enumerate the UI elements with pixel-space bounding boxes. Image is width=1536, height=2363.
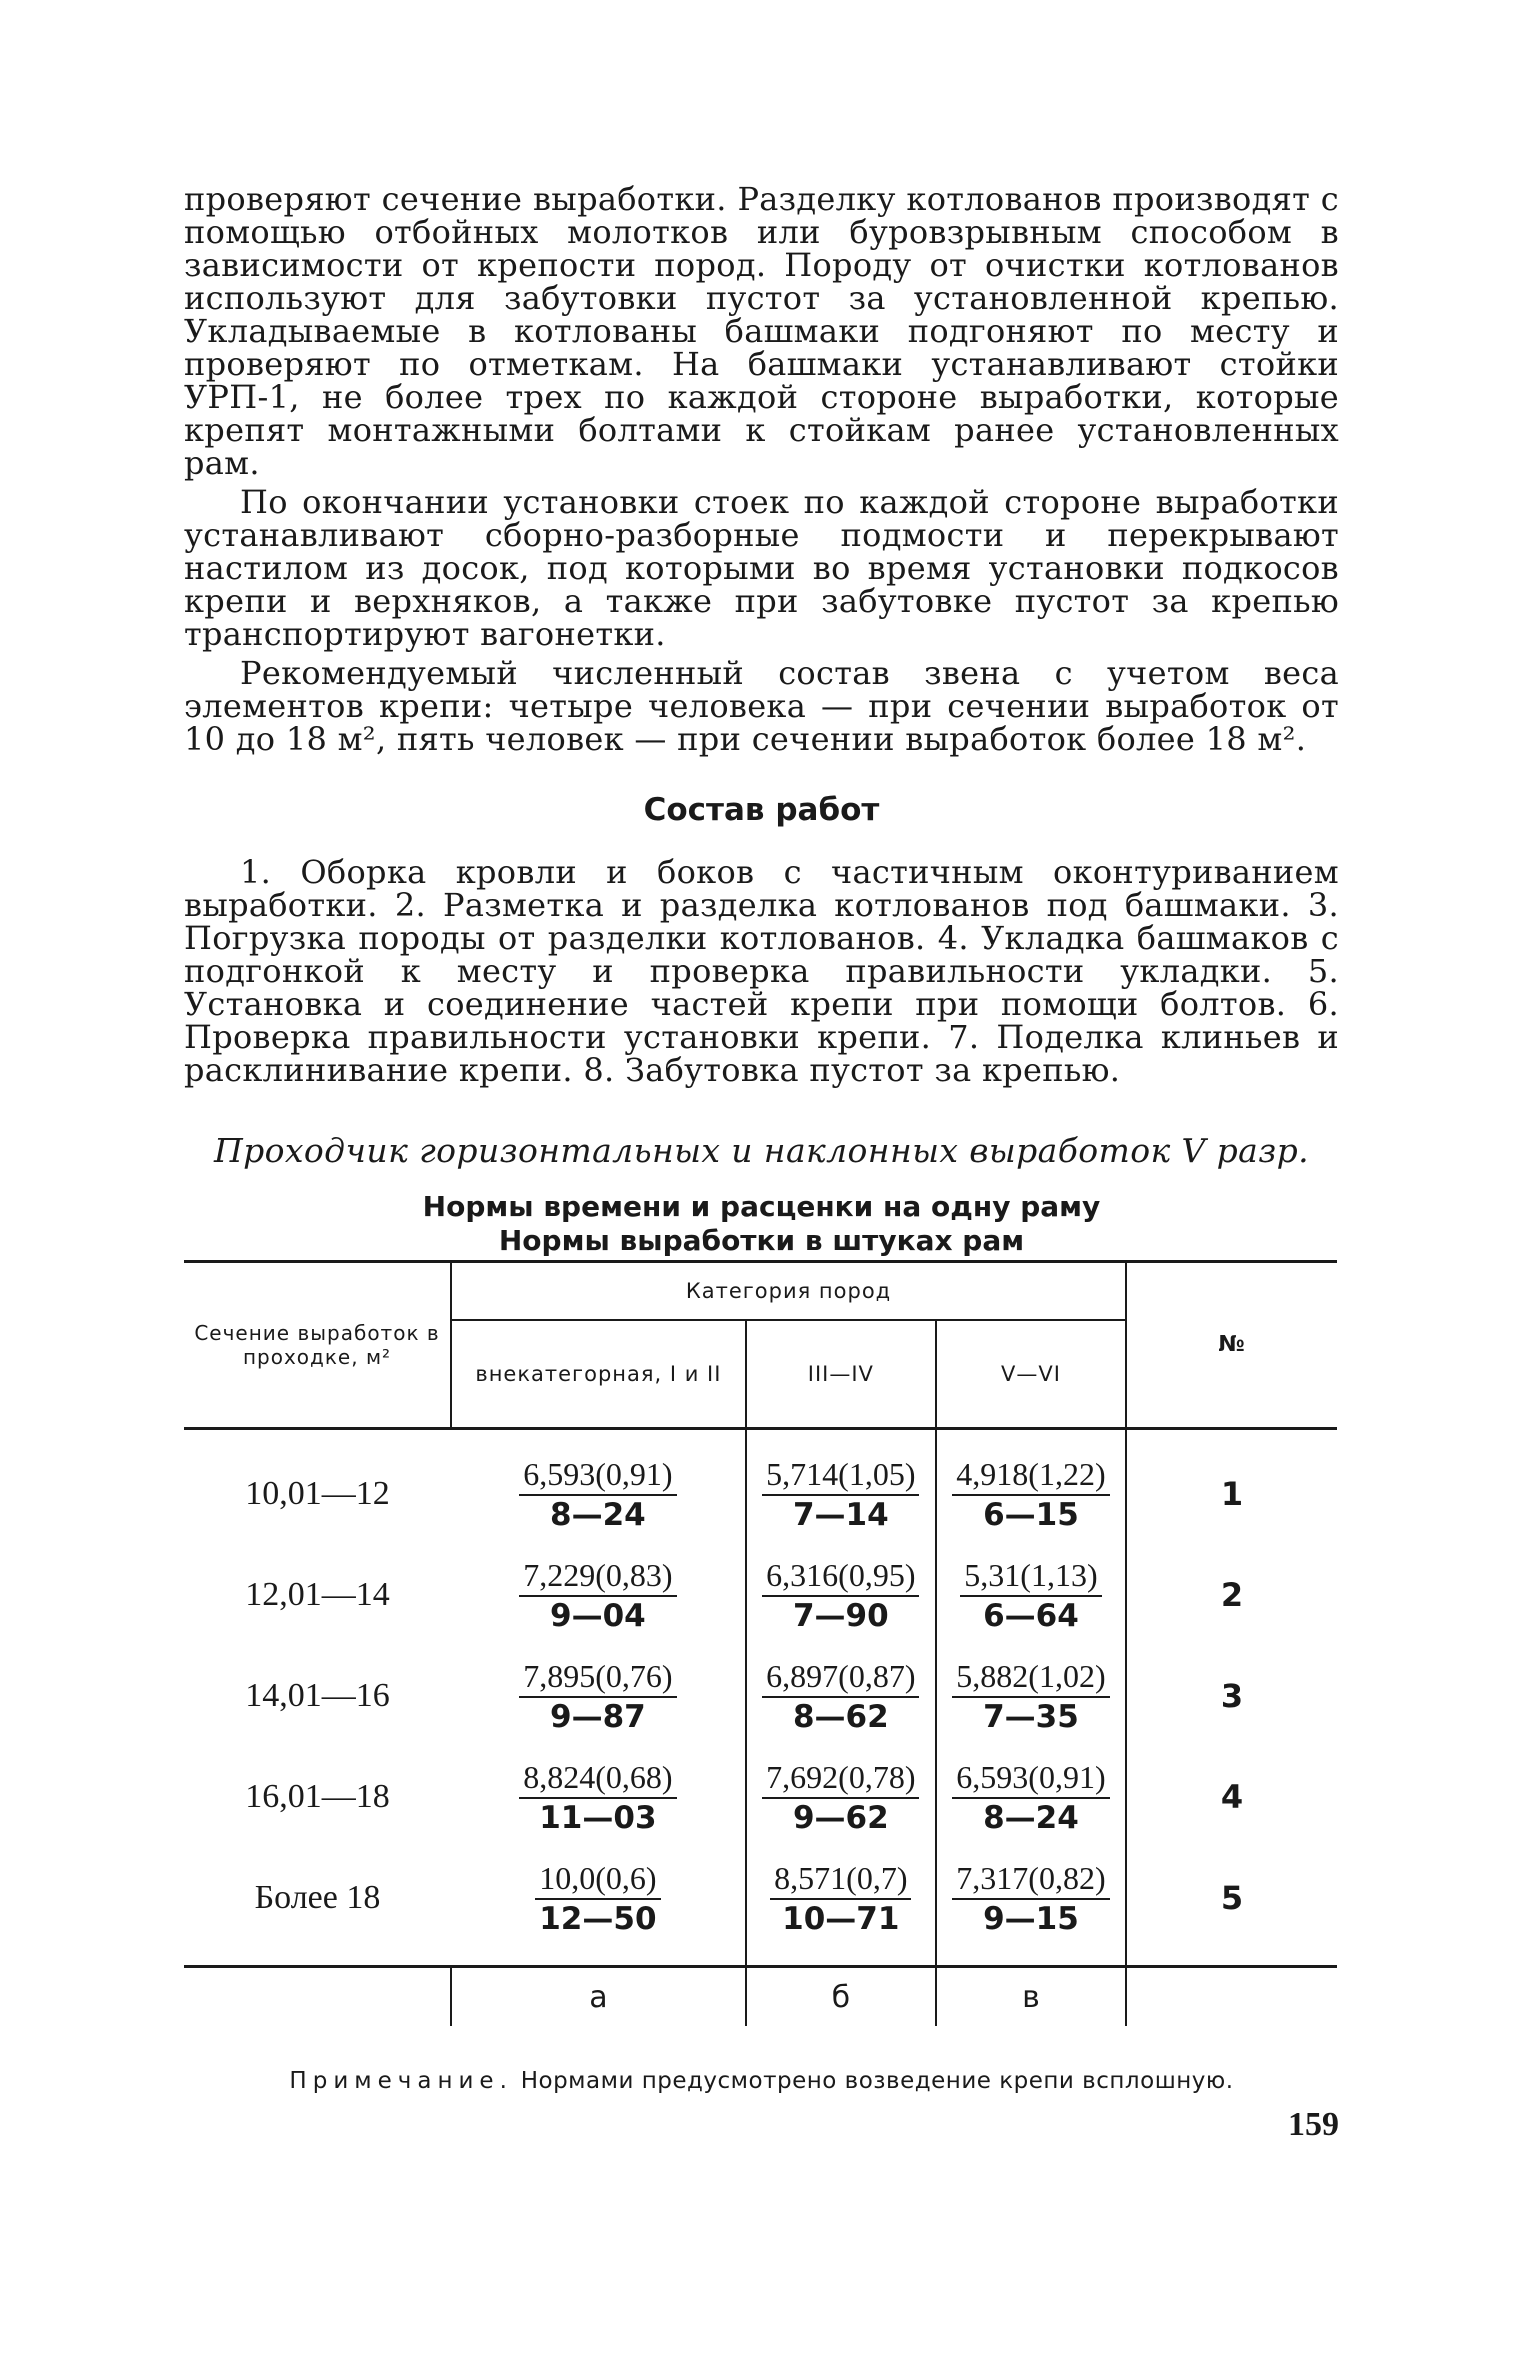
norm-value: 7,895(0,76) <box>519 1658 676 1698</box>
table-cell <box>746 1645 936 1746</box>
note <box>184 2068 1339 2094</box>
price-value: 7—35 <box>983 1698 1079 1735</box>
table-row <box>184 1847 1337 1967</box>
table-cell <box>936 1645 1126 1746</box>
row-label: 16,01—18 <box>245 1777 390 1815</box>
note-text: Нормами предусмотрено возведение крепи всплошную. <box>520 2068 1234 2094</box>
price-value: 9—62 <box>792 1799 889 1836</box>
price-value: 9—87 <box>550 1698 646 1735</box>
norm-value: 4,918(1,22) <box>952 1456 1109 1496</box>
norm-value: 5,714(1,05) <box>762 1456 919 1496</box>
column-letter: а <box>451 1967 746 2027</box>
column-letter: б <box>746 1967 936 2027</box>
table-cell <box>936 1746 1126 1847</box>
table-cell <box>451 1429 746 1545</box>
norm-value: 6,316(0,95) <box>762 1557 919 1597</box>
category-header: Категория пород <box>451 1262 1126 1321</box>
table-cell <box>746 1544 936 1645</box>
table-title-1: Нормы времени и расценки на одну раму <box>422 1190 1101 1223</box>
table-title-2: Нормы выработки в штуках рам <box>498 1224 1025 1257</box>
paragraph-3: Рекомендуемый численный состав звена с учетом веса элементов крепи: четыре человека — при сечении выработок от 10 до 18 м², пять человек — при сечении выработок более 18 м². <box>184 654 1339 758</box>
work-list: 1. Оборка кровли и боков с частичным оконтуриванием выработки. 2. Разметка и разделка котлованов под башмаки. 3. Погрузка породы от разделки котлованов. 4. Укладка башмаков с подгонкой к месту и проверка правильности укладки. 5. Установка и соединение частей крепи при помощи болтов. 6. Проверка правильности установки крепи. 7. Поделка клиньев и расклинивание крепи. 8. Забутовка пустот за крепью. <box>184 853 1339 1089</box>
column-header-2: III—IV <box>746 1320 936 1429</box>
price-value: 6—15 <box>983 1496 1079 1533</box>
table-cell <box>451 1847 746 1967</box>
price-value: 10—71 <box>782 1900 900 1937</box>
section-header: Сечение выработок в проходке, м² <box>184 1262 451 1429</box>
norm-value: 10,0(0,6) <box>535 1860 660 1900</box>
norm-value: 8,571(0,7) <box>770 1860 911 1900</box>
page-number: 159 <box>1288 2106 1339 2143</box>
table-cell <box>451 1645 746 1746</box>
row-number: 4 <box>1220 1777 1244 1816</box>
price-value: 8—62 <box>792 1698 889 1735</box>
price-value: 11—03 <box>539 1799 657 1836</box>
table-cell <box>746 1847 936 1967</box>
column-letter: в <box>936 1967 1126 2027</box>
row-number: 1 <box>1220 1474 1244 1513</box>
paragraph-1: проверяют сечение выработки. Разделку котлованов производят с помощью отбойных молотков или буровзрывным способом в зависимости от крепости пород. Породу от очистки котлованов используют для забутовки пустот за установленной крепью. Укладываемые в котлованы башмаки подгоняют по месту и проверяют по отметкам. На башмаки устанавливают стойки УРП-1, не более трех по каждой стороне выработки, которые крепят монтажными болтами к стойкам ранее установленных рам. <box>184 180 1339 482</box>
price-value: 7—14 <box>792 1496 889 1533</box>
norms-table <box>184 1260 1337 2026</box>
norm-value: 6,593(0,91) <box>952 1759 1109 1799</box>
norm-value: 7,229(0,83) <box>519 1557 676 1597</box>
norm-value: 7,692(0,78) <box>762 1759 919 1799</box>
table-cell <box>746 1429 936 1545</box>
row-number: 3 <box>1220 1676 1244 1715</box>
price-value: 9—15 <box>983 1900 1079 1937</box>
norm-value: 6,593(0,91) <box>519 1456 676 1496</box>
table-row <box>184 1429 1337 1545</box>
row-label: 14,01—16 <box>245 1676 390 1714</box>
table-row <box>184 1544 1337 1645</box>
price-value: 8—24 <box>983 1799 1079 1836</box>
table-cell <box>936 1544 1126 1645</box>
price-value: 7—90 <box>792 1597 889 1634</box>
norm-value: 5,882(1,02) <box>952 1658 1109 1698</box>
price-value: 8—24 <box>550 1496 646 1533</box>
table-cell <box>936 1429 1126 1545</box>
row-label: 12,01—14 <box>245 1575 390 1613</box>
row-number: 2 <box>1220 1575 1244 1614</box>
table-cell <box>451 1746 746 1847</box>
paragraph-2: По окончании установки стоек по каждой стороне выработки устанавливают сборно-разборные подмости и перекрывают настилом из досок, под которыми во время установки подкосов крепи и верхняков, а также при забутовке пустот за крепью транспортируют вагонетки. <box>184 483 1339 653</box>
price-value: 9—04 <box>550 1597 646 1634</box>
price-value: 12—50 <box>539 1900 657 1937</box>
table-cell <box>746 1746 936 1847</box>
price-value: 6—64 <box>983 1597 1079 1634</box>
norm-value: 7,317(0,82) <box>952 1860 1109 1900</box>
row-label: Более 18 <box>254 1878 381 1916</box>
column-header-3: V—VI <box>936 1320 1126 1429</box>
table-row <box>184 1746 1337 1847</box>
table-cell <box>936 1847 1126 1967</box>
norm-value: 8,824(0,68) <box>519 1759 676 1799</box>
note-label: Примечание. <box>289 2068 513 2094</box>
number-header: № <box>1126 1262 1337 1429</box>
norm-value: 6,897(0,87) <box>762 1658 919 1698</box>
table-cell <box>451 1544 746 1645</box>
row-number: 5 <box>1220 1878 1244 1917</box>
row-label: 10,01—12 <box>245 1474 390 1512</box>
column-header-1: внекатегорная, I и II <box>451 1320 746 1429</box>
page <box>184 180 1339 2144</box>
column-letters-row <box>184 1967 1337 2027</box>
section-heading: Состав работ <box>643 792 880 828</box>
norm-value: 5,31(1,13) <box>960 1557 1101 1597</box>
profession-title: Проходчик горизонтальных и наклонных выработок V разр. <box>213 1131 1310 1170</box>
table-row <box>184 1645 1337 1746</box>
